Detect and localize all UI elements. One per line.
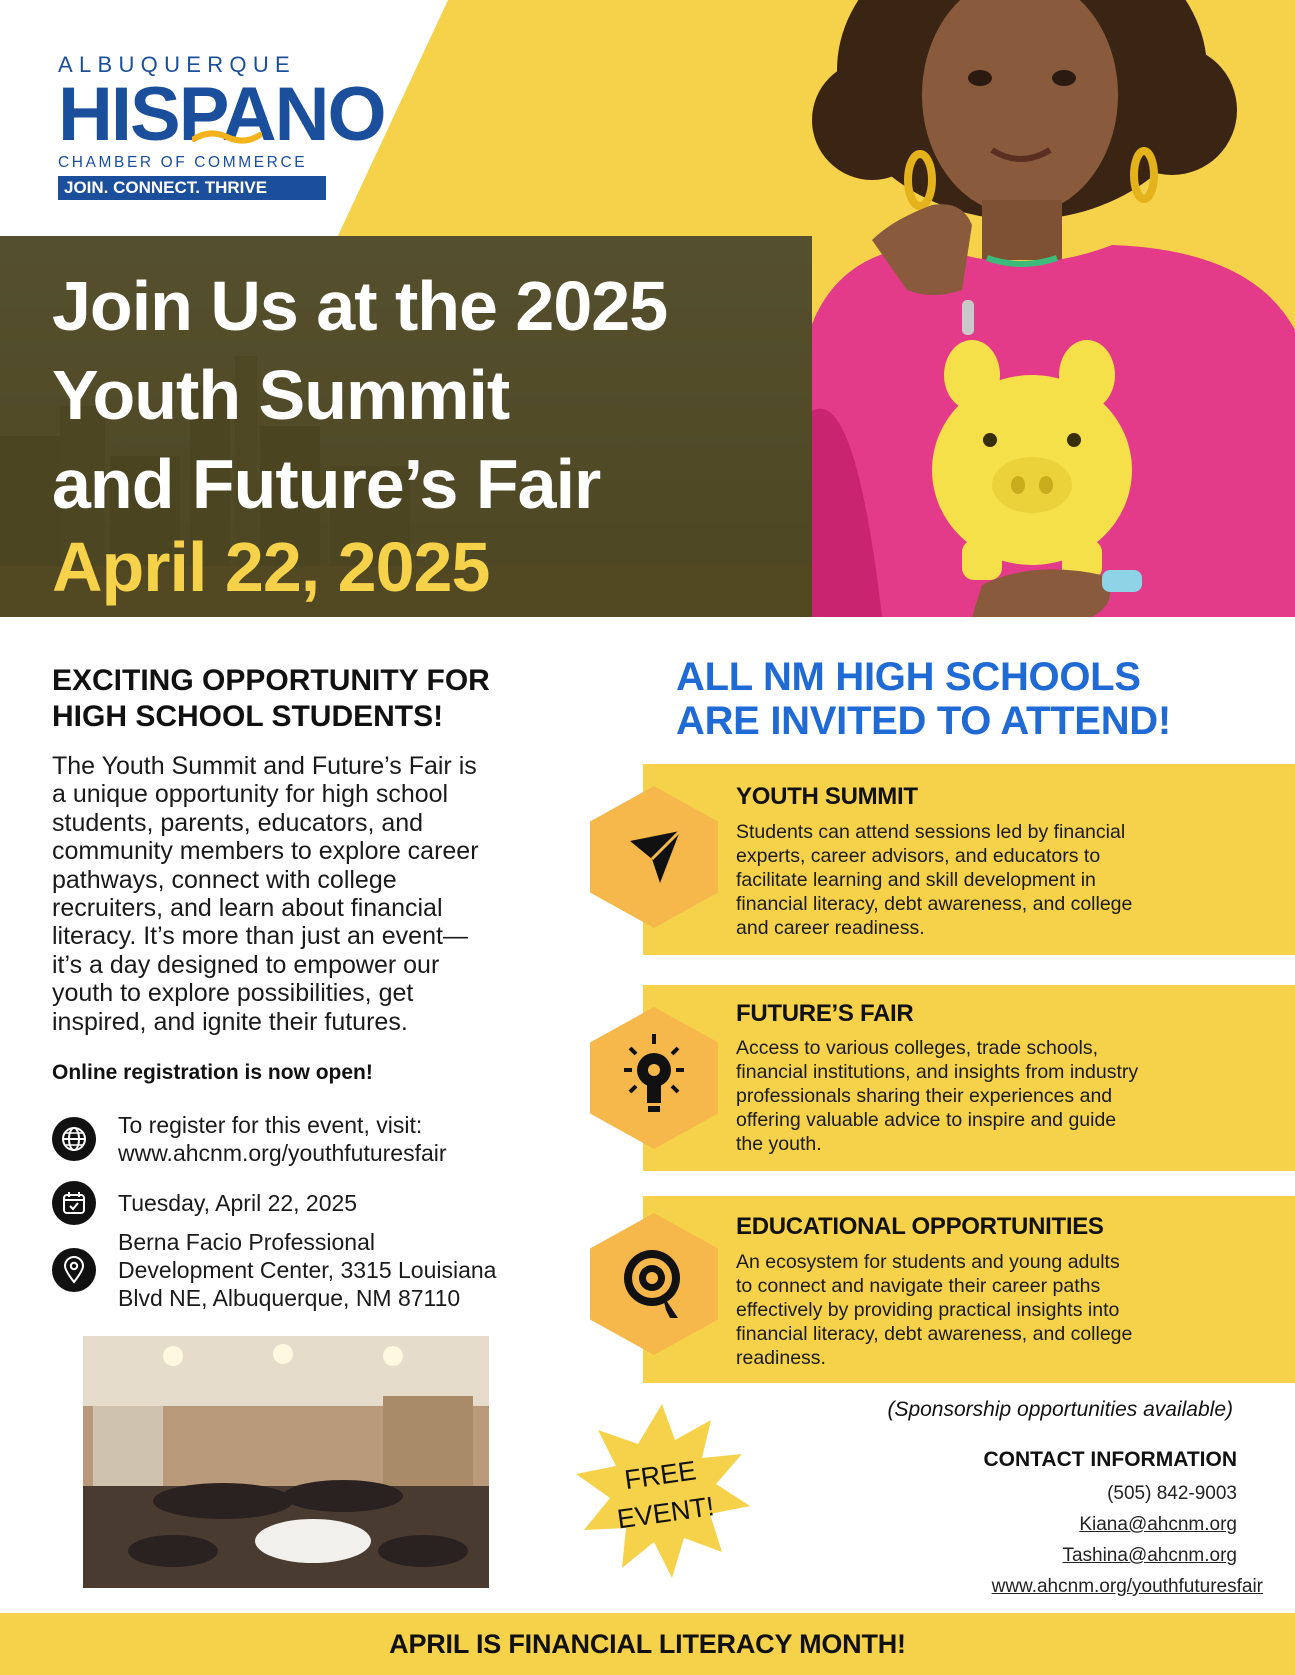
feature-description-line: professionals sharing their experiences and [736, 1085, 1113, 1107]
educational-opportunities-description [736, 1250, 1232, 1370]
feature-description-line: An ecosystem for students and young adults [736, 1251, 1120, 1273]
event-description [52, 752, 572, 1036]
feature-description-line: readiness. [736, 1347, 826, 1369]
description-line: pathways, connect with college [52, 865, 397, 894]
registration-open-text: Online registration is now open! [52, 1061, 373, 1084]
futures-fair-title: FUTURE’S FAIR [736, 1000, 914, 1027]
educational-opportunities-title: EDUCATIONAL OPPORTUNITIES [736, 1213, 1104, 1240]
invitation-heading-line: ARE INVITED TO ATTEND! [676, 699, 1171, 743]
contact-website-link[interactable]: www.ahcnm.org/youthfuturesfair [991, 1576, 1263, 1597]
description-line: The Youth Summit and Future’s Fair is [52, 752, 477, 780]
invitation-heading [676, 655, 1276, 743]
register-instruction: To register for this event, visit: [118, 1112, 423, 1138]
register-text [118, 1111, 447, 1167]
hero-section [0, 0, 1295, 617]
contact-email-kiana[interactable]: Kiana@ahcnm.org [1079, 1514, 1237, 1535]
description-line: recruiters, and learn about financial [52, 894, 443, 923]
logo-city-text: ALBUQUERQUE [58, 52, 297, 77]
register-info-row [52, 1111, 447, 1167]
location-line: Blvd NE, Albuquerque, NM 87110 [118, 1285, 461, 1311]
description-line: community members to explore career [52, 837, 479, 866]
hero-title [52, 262, 812, 529]
logo-chamber-text: CHAMBER OF COMMERCE [58, 154, 308, 171]
contact-heading: CONTACT INFORMATION [983, 1448, 1237, 1471]
hero-title-line: Youth Summit [52, 356, 510, 434]
opportunity-heading [52, 663, 592, 735]
logo-wave-icon [192, 129, 262, 145]
hispano-chamber-logo [58, 52, 385, 200]
youth-summit-title: YOUTH SUMMIT [736, 783, 918, 810]
opportunity-heading-line: HIGH SCHOOL STUDENTS! [52, 700, 444, 733]
feature-description-line: Access to various colleges, trade schools, [736, 1037, 1099, 1059]
youth-summit-description [736, 820, 1232, 940]
location-info-row [52, 1228, 496, 1312]
hero-title-line: Join Us at the 2025 [52, 267, 668, 345]
hero-title-line: and Future’s Fair [52, 445, 601, 523]
feature-description-line: the youth. [736, 1133, 822, 1155]
feature-description-line: and career readiness. [736, 917, 925, 939]
feature-description-line: effectively by providing practical insights into [736, 1299, 1120, 1321]
feature-description-line: financial literacy, debt awareness, and college [736, 893, 1133, 915]
location-line: Berna Facio Professional [118, 1229, 375, 1255]
venue-event-photo [83, 1336, 489, 1588]
feature-description-line: financial literacy, debt awareness, and college [736, 1323, 1133, 1345]
location-line: Development Center, 3315 Louisiana [118, 1257, 497, 1283]
feature-description-line: offering valuable advice to inspire and guide [736, 1109, 1117, 1131]
description-line: it’s a day designed to empower our [52, 950, 440, 979]
logo-tagline: JOIN. CONNECT. THRIVE [58, 176, 326, 200]
register-url-link[interactable]: www.ahcnm.org/youthfuturesfair [118, 1140, 447, 1166]
contact-phone: (505) 842-9003 [1107, 1483, 1237, 1504]
date-text: Tuesday, April 22, 2025 [118, 1190, 358, 1216]
feature-description-line: facilitate learning and skill development in [736, 869, 1096, 891]
contact-email-tashina[interactable]: Tashina@ahcnm.org [1062, 1545, 1237, 1566]
footer-banner [0, 1613, 1295, 1675]
description-line: inspired, and ignite their futures. [52, 1007, 408, 1036]
invitation-heading-line: ALL NM HIGH SCHOOLS [676, 655, 1141, 699]
hero-event-date: April 22, 2025 [52, 528, 490, 606]
description-line: youth to explore possibilities, get [52, 979, 414, 1008]
hero-photo-girl-piggy-bank [812, 0, 1295, 617]
feature-description-line: experts, career advisors, and educators to [736, 845, 1101, 867]
free-event-line: EVENT! [615, 1491, 717, 1535]
location-text [118, 1228, 496, 1312]
description-line: literacy. It’s more than just an event— [52, 922, 468, 951]
free-event-line: FREE [622, 1455, 699, 1496]
description-line: students, parents, educators, and [52, 808, 424, 837]
description-line: a unique opportunity for high school [52, 780, 449, 809]
calendar-icon [52, 1181, 96, 1225]
feature-description-line: to connect and navigate their career paths [736, 1275, 1101, 1297]
globe-icon [52, 1117, 96, 1161]
logo-hispano-word: HISPANO [58, 72, 385, 157]
logo-hispano-text [58, 72, 385, 157]
footer-text: APRIL IS FINANCIAL LITERACY MONTH! [389, 1628, 906, 1659]
opportunity-heading-line: EXCITING OPPORTUNITY FOR [52, 664, 490, 697]
feature-description-line: financial institutions, and insights from industry [736, 1061, 1139, 1083]
feature-description-line: Students can attend sessions led by financial [736, 821, 1126, 843]
date-info-row [52, 1181, 357, 1225]
sponsorship-note: (Sponsorship opportunities available) [887, 1398, 1233, 1421]
location-pin-icon [52, 1248, 96, 1292]
futures-fair-description [736, 1036, 1232, 1156]
